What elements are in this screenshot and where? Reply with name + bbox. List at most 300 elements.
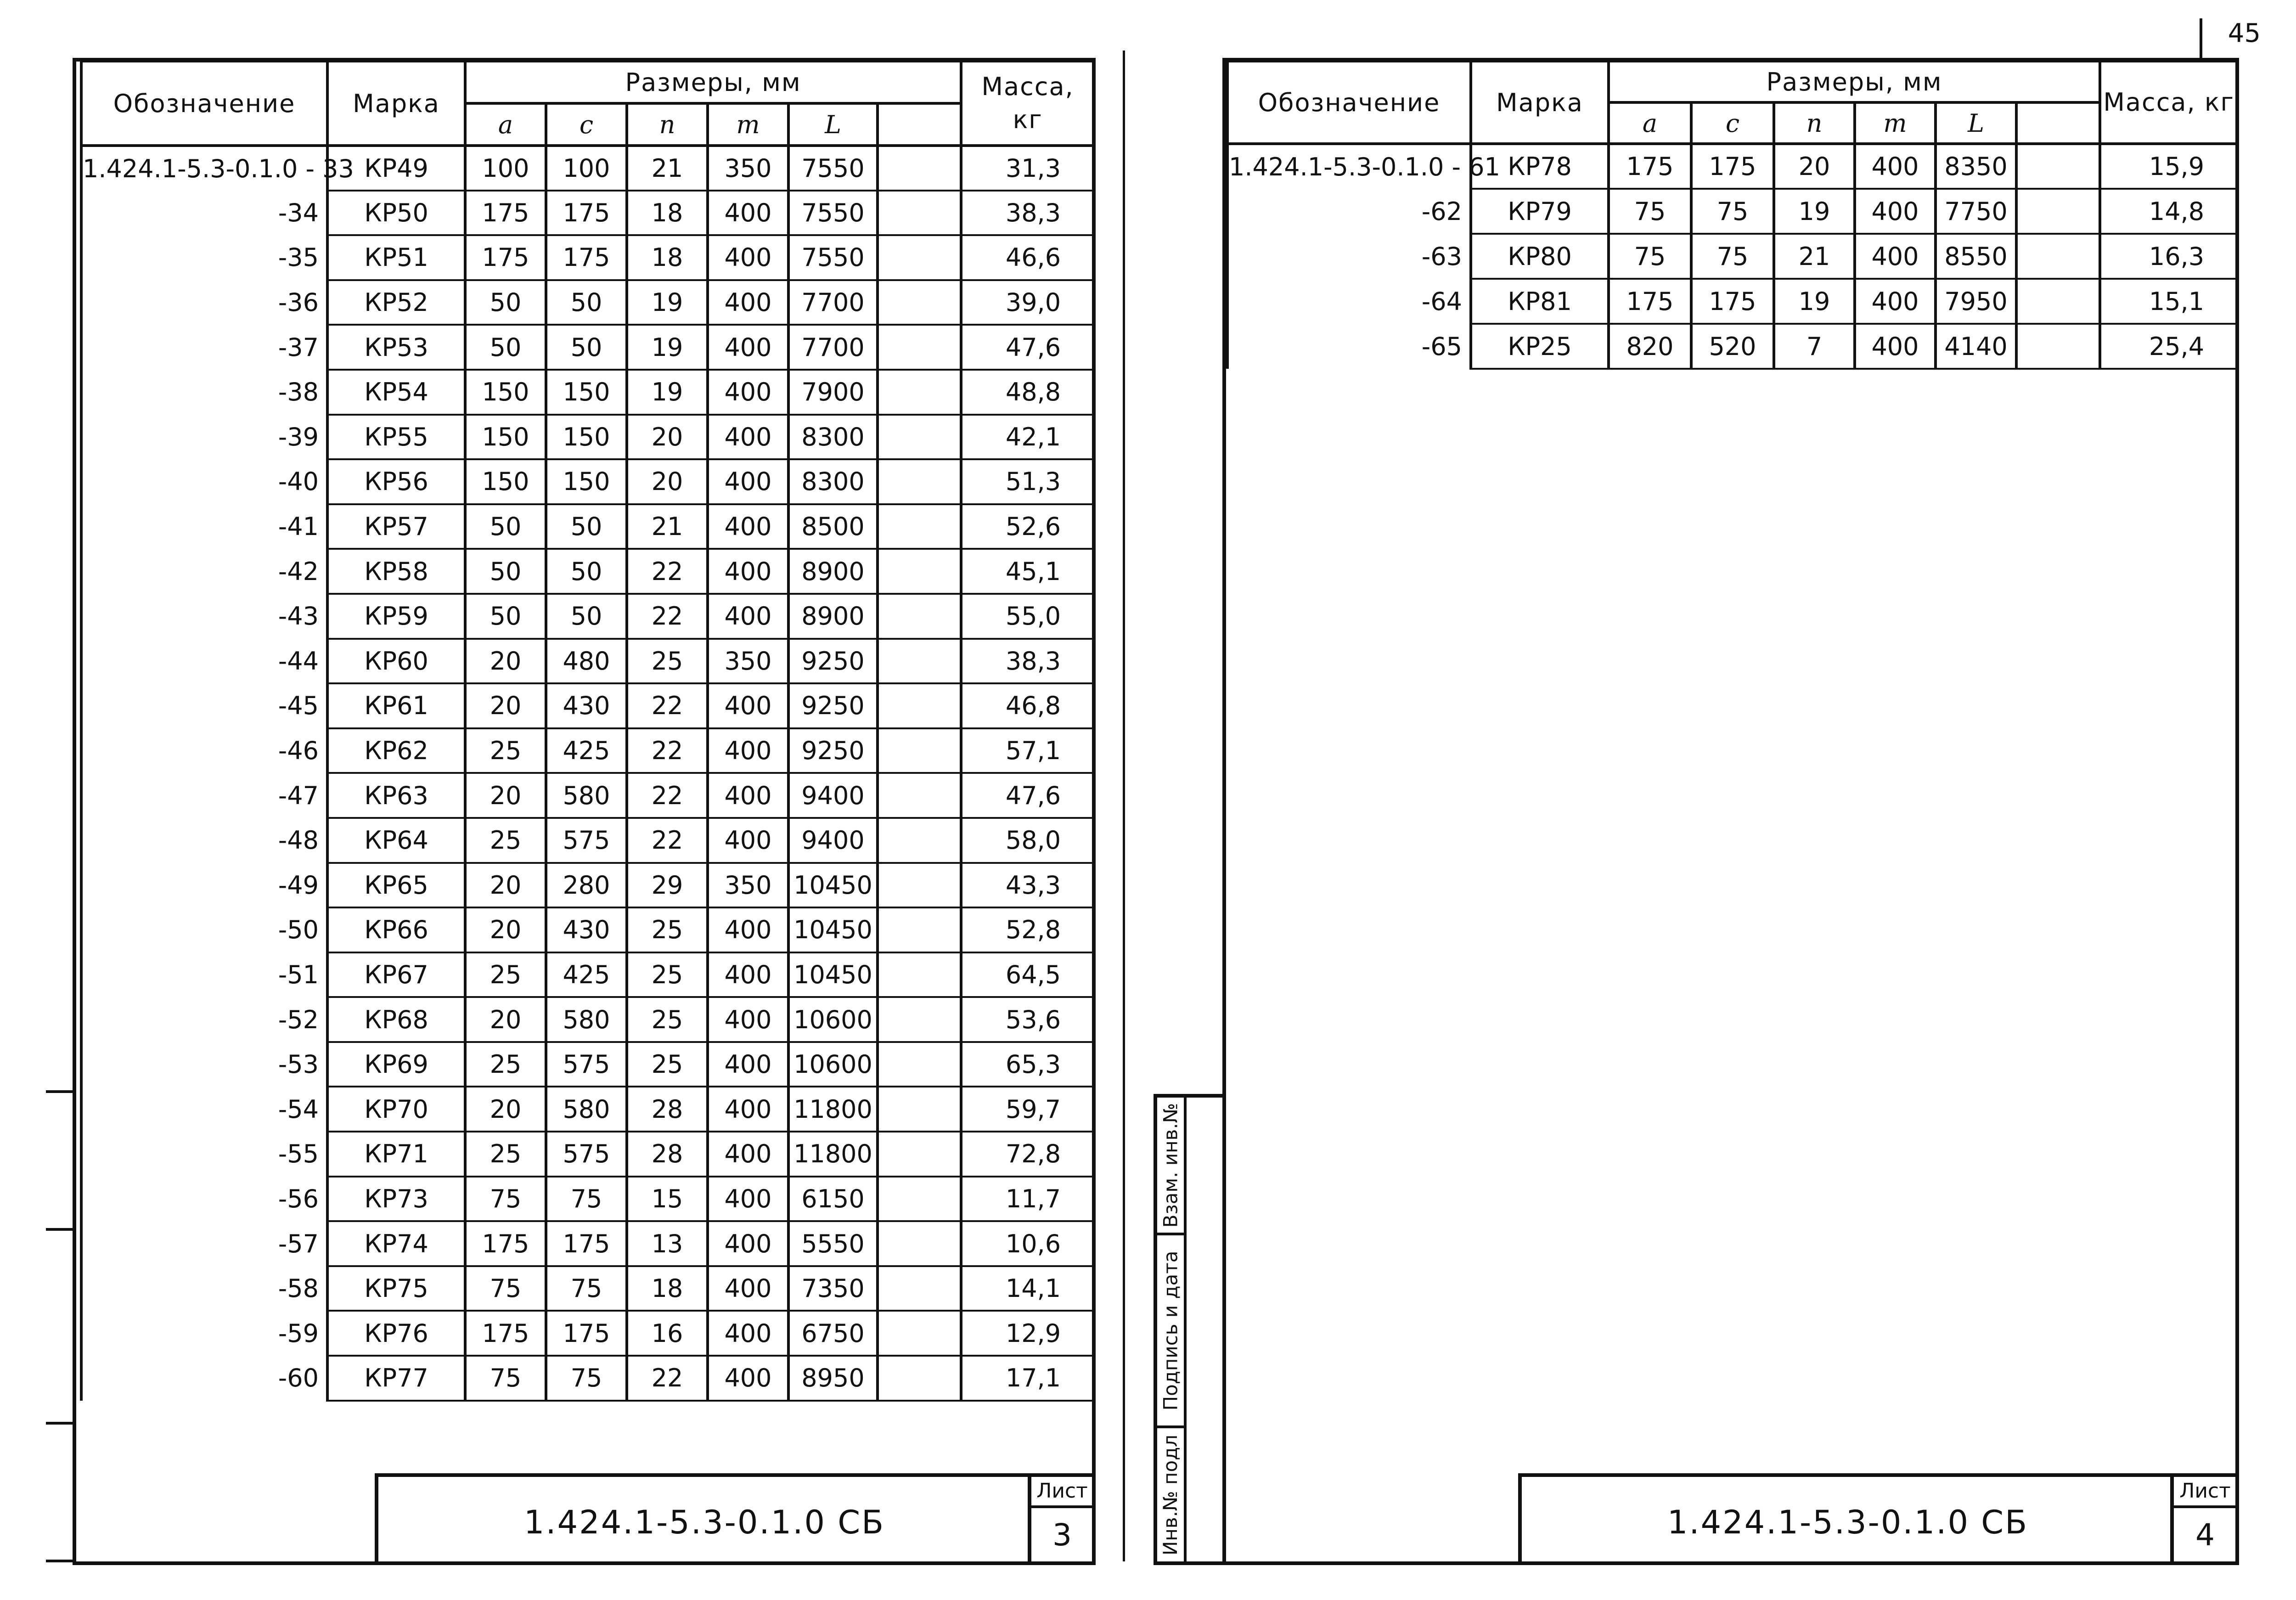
cell-a: 25 [465,1042,546,1087]
cell-des: -46 [81,728,327,773]
cell-empty [878,1266,961,1311]
cell-a: 175 [465,1221,546,1266]
cell-a: 175 [1609,279,1691,324]
cell-m: 400 [708,325,788,370]
cell-L: 6150 [788,1177,878,1222]
cell-empty [878,863,961,908]
cell-m: 400 [708,1311,788,1356]
cell-mass: 64,5 [961,952,1094,997]
cell-mass: 45,1 [961,549,1094,594]
header-dim-m: m [1855,102,1936,144]
cell-empty [878,280,961,325]
cell-L: 10450 [788,863,878,908]
cell-n: 20 [627,415,708,460]
cell-c: 75 [1691,234,1774,279]
cell-mass: 53,6 [961,997,1094,1042]
cell-L: 8350 [1936,144,2016,189]
cell-des: -63 [1227,234,1471,279]
table-row [81,818,1094,863]
cell-m: 400 [708,1087,788,1132]
cell-mark: КР76 [327,1311,465,1356]
cell-a: 50 [465,549,546,594]
cell-des: -60 [81,1356,327,1401]
cell-c: 50 [546,280,627,325]
cell-mark: КР67 [327,952,465,997]
cell-a: 150 [465,370,546,415]
header-mark: Марка [327,61,465,146]
cell-c: 150 [546,415,627,460]
cell-n: 21 [627,146,708,191]
cell-mass: 42,1 [961,415,1094,460]
table-row [81,235,1094,280]
cell-L: 9250 [788,683,878,728]
cell-m: 350 [708,863,788,908]
cell-mark: КР55 [327,415,465,460]
cell-n: 16 [627,1311,708,1356]
cell-L: 9250 [788,639,878,684]
cell-mass: 10,6 [961,1221,1094,1266]
cell-c: 575 [546,1132,627,1177]
table-row [81,1266,1094,1311]
cell-L: 8550 [1936,234,2016,279]
cell-m: 400 [708,683,788,728]
cell-m: 400 [708,191,788,236]
cell-c: 150 [546,459,627,504]
cell-c: 75 [546,1356,627,1401]
cell-mark: КР68 [327,997,465,1042]
cell-des: -39 [81,415,327,460]
cell-L: 7550 [788,235,878,280]
cell-empty [878,235,961,280]
cell-c: 280 [546,863,627,908]
cell-empty [878,818,961,863]
cell-n: 22 [627,549,708,594]
cell-n: 18 [627,191,708,236]
side-cell-original [1157,1428,1187,1561]
header-dim-c: c [546,103,627,146]
cell-L: 7700 [788,280,878,325]
cell-mass: 15,9 [2100,144,2238,189]
cell-des: -64 [1227,279,1471,324]
margin-tick [46,1422,73,1425]
cell-c: 175 [1691,279,1774,324]
cell-a: 50 [465,325,546,370]
table-row [81,1042,1094,1087]
cell-m: 350 [708,146,788,191]
cell-a: 175 [1609,144,1691,189]
cell-des: -41 [81,504,327,549]
cell-des: -38 [81,370,327,415]
table-row [81,325,1094,370]
table-row [1227,234,2238,279]
cell-empty [878,773,961,818]
cell-a: 20 [465,863,546,908]
cell-L: 6750 [788,1311,878,1356]
cell-c: 425 [546,728,627,773]
table-row [81,504,1094,549]
header-dim-L: L [788,103,878,146]
side-label-original-inv: Инв.№ подл [1159,1434,1182,1555]
cell-empty [878,1311,961,1356]
cell-empty [878,1221,961,1266]
cell-mass: 52,6 [961,504,1094,549]
cell-mass: 65,3 [961,1042,1094,1087]
margin-tick [46,1228,73,1231]
sheet-label: Лист [1031,1477,1093,1508]
cell-L: 10450 [788,907,878,952]
cell-a: 20 [465,683,546,728]
cell-empty [878,594,961,639]
cell-empty [878,504,961,549]
cell-c: 580 [546,1087,627,1132]
cell-empty [878,952,961,997]
cell-n: 18 [627,1266,708,1311]
cell-mass: 38,3 [961,191,1094,236]
cell-L: 9400 [788,818,878,863]
right-title-block [1518,1473,2239,1565]
cell-n: 29 [627,863,708,908]
cell-L: 4140 [1936,324,2016,369]
cell-n: 22 [627,1356,708,1401]
cell-a: 75 [465,1266,546,1311]
cell-n: 28 [627,1132,708,1177]
cell-mark: КР79 [1471,189,1609,234]
cell-a: 75 [465,1356,546,1401]
cell-m: 400 [708,459,788,504]
cell-mass: 25,4 [2100,324,2238,369]
cell-L: 5550 [788,1221,878,1266]
cell-empty [878,907,961,952]
cell-mass: 55,0 [961,594,1094,639]
table-row [81,1356,1094,1401]
header-mass: Масса, кг [961,61,1094,146]
cell-L: 7350 [788,1266,878,1311]
cell-L: 8500 [788,504,878,549]
cell-L: 10600 [788,997,878,1042]
cell-n: 19 [627,370,708,415]
cell-mark: КР77 [327,1356,465,1401]
center-fold-line [1123,51,1125,1561]
cell-des: -53 [81,1042,327,1087]
cell-des: -37 [81,325,327,370]
cell-c: 175 [546,191,627,236]
title-block-code: 1.424.1-5.3-0.1.0 СБ [1667,1504,2029,1541]
cell-mark: КР74 [327,1221,465,1266]
header-mark: Марка [1471,61,1609,144]
cell-n: 25 [627,907,708,952]
cell-c: 575 [546,1042,627,1087]
cell-mark: КР52 [327,280,465,325]
cell-empty [878,1132,961,1177]
cell-n: 21 [1774,234,1855,279]
cell-m: 400 [708,1177,788,1222]
cell-mass: 59,7 [961,1087,1094,1132]
table-row [1227,279,2238,324]
cell-L: 10450 [788,952,878,997]
header-designation: Обозначение [1227,61,1471,144]
cell-m: 400 [708,1042,788,1087]
cell-c: 580 [546,773,627,818]
cell-mark: КР63 [327,773,465,818]
cell-a: 75 [465,1177,546,1222]
cell-des: -44 [81,639,327,684]
cell-c: 75 [546,1177,627,1222]
right-spec-table [1226,60,2239,370]
cell-L: 7700 [788,325,878,370]
cell-a: 20 [465,907,546,952]
cell-m: 400 [708,997,788,1042]
cell-c: 520 [1691,324,1774,369]
cell-m: 400 [1855,144,1936,189]
title-block-code: 1.424.1-5.3-0.1.0 СБ [523,1504,885,1541]
cell-mark: КР61 [327,683,465,728]
cell-empty [2016,279,2100,324]
side-cell-inv [1157,1098,1187,1235]
cell-c: 50 [546,325,627,370]
cell-mark: КР58 [327,549,465,594]
cell-des: -49 [81,863,327,908]
table-row [81,594,1094,639]
cell-empty [878,1042,961,1087]
cell-L: 8900 [788,549,878,594]
header-designation: Обозначение [81,61,327,146]
cell-mass: 38,3 [961,639,1094,684]
cell-n: 25 [627,639,708,684]
cell-a: 25 [465,728,546,773]
cell-c: 50 [546,504,627,549]
side-label-signature-date: Подпись и дата [1159,1251,1182,1410]
cell-mark: КР75 [327,1266,465,1311]
sheet-number: 3 [1052,1517,1072,1553]
cell-L: 9250 [788,728,878,773]
cell-empty [2016,144,2100,189]
cell-empty [878,1356,961,1401]
cell-m: 400 [708,1221,788,1266]
cell-L: 7950 [1936,279,2016,324]
cell-mark: КР60 [327,639,465,684]
cell-empty [878,1177,961,1222]
cell-m: 400 [708,952,788,997]
table-row [81,907,1094,952]
cell-mass: 43,3 [961,863,1094,908]
cell-c: 580 [546,997,627,1042]
header-dim-n: n [1774,102,1855,144]
cell-mark: КР57 [327,504,465,549]
cell-a: 20 [465,997,546,1042]
cell-mark: КР59 [327,594,465,639]
header-dim-a: a [1609,102,1691,144]
cell-c: 150 [546,370,627,415]
cell-des: -45 [81,683,327,728]
cell-des: -34 [81,191,327,236]
cell-empty [2016,189,2100,234]
cell-des: -43 [81,594,327,639]
cell-m: 400 [1855,234,1936,279]
table-row [81,191,1094,236]
table-row [81,997,1094,1042]
margin-tick [46,1560,73,1562]
cell-c: 175 [546,1311,627,1356]
cell-mass: 14,8 [2100,189,2238,234]
cell-n: 18 [627,235,708,280]
cell-mass: 47,6 [961,773,1094,818]
cell-a: 25 [465,818,546,863]
cell-des: 1.424.1-5.3-0.1.0 - 61 [1227,144,1471,189]
cell-L: 11800 [788,1132,878,1177]
cell-m: 400 [708,594,788,639]
cell-des: -58 [81,1266,327,1311]
cell-n: 28 [627,1087,708,1132]
cell-c: 175 [1691,144,1774,189]
cell-mark: КР70 [327,1087,465,1132]
cell-L: 8900 [788,594,878,639]
table-row [81,639,1094,684]
table-row [81,1132,1094,1177]
cell-m: 400 [708,504,788,549]
cell-mark: КР50 [327,191,465,236]
cell-a: 20 [465,1087,546,1132]
cell-c: 425 [546,952,627,997]
cell-mark: КР81 [1471,279,1609,324]
table-row [81,146,1094,191]
cell-n: 25 [627,952,708,997]
cell-n: 19 [1774,189,1855,234]
header-dim-c: c [1691,102,1774,144]
cell-a: 25 [465,952,546,997]
cell-mass: 15,1 [2100,279,2238,324]
cell-a: 175 [465,235,546,280]
margin-tick [46,1090,73,1093]
cell-n: 20 [627,459,708,504]
table-row [1227,324,2238,369]
cell-mass: 11,7 [961,1177,1094,1222]
cell-L: 7550 [788,146,878,191]
header-dim-n: n [627,103,708,146]
cell-mark: КР51 [327,235,465,280]
cell-mass: 58,0 [961,818,1094,863]
cell-m: 400 [708,549,788,594]
cell-c: 100 [546,146,627,191]
cell-n: 25 [627,997,708,1042]
cell-n: 22 [627,773,708,818]
cell-mass: 72,8 [961,1132,1094,1177]
table-row [81,370,1094,415]
cell-a: 25 [465,1132,546,1177]
cell-L: 10600 [788,1042,878,1087]
cell-a: 75 [1609,189,1691,234]
cell-mark: КР53 [327,325,465,370]
header-dim-a: a [465,103,546,146]
cell-c: 175 [546,235,627,280]
cell-a: 150 [465,415,546,460]
cell-c: 480 [546,639,627,684]
cell-m: 400 [708,728,788,773]
cell-empty [878,639,961,684]
cell-m: 400 [708,1132,788,1177]
cell-L: 8300 [788,415,878,460]
table-row [81,683,1094,728]
cell-des: -40 [81,459,327,504]
cell-m: 400 [708,1356,788,1401]
cell-c: 50 [546,594,627,639]
cell-a: 50 [465,280,546,325]
cell-empty [878,370,961,415]
cell-n: 25 [627,1042,708,1087]
cell-c: 575 [546,818,627,863]
table-row [1227,189,2238,234]
cell-c: 75 [546,1266,627,1311]
cell-mass: 51,3 [961,459,1094,504]
cell-mark: КР64 [327,818,465,863]
cell-n: 15 [627,1177,708,1222]
cell-a: 175 [465,191,546,236]
cell-mark: КР54 [327,370,465,415]
side-cell-signature [1157,1235,1187,1428]
header-dim-L: L [1936,102,2016,144]
cell-empty [2016,234,2100,279]
table-row [81,459,1094,504]
cell-c: 430 [546,683,627,728]
cell-a: 175 [465,1311,546,1356]
cell-empty [878,146,961,191]
cell-a: 100 [465,146,546,191]
cell-empty [878,191,961,236]
cell-m: 400 [708,280,788,325]
cell-mass: 16,3 [2100,234,2238,279]
cell-mass: 14,1 [961,1266,1094,1311]
cell-des: -42 [81,549,327,594]
cell-empty [878,415,961,460]
left-title-block [375,1473,1096,1565]
table-row [81,1221,1094,1266]
cell-des: -62 [1227,189,1471,234]
cell-a: 20 [465,773,546,818]
cell-a: 75 [1609,234,1691,279]
cell-L: 11800 [788,1087,878,1132]
cell-des: -35 [81,235,327,280]
cell-a: 820 [1609,324,1691,369]
left-spec-table [80,60,1096,1402]
cell-des: -57 [81,1221,327,1266]
cell-m: 350 [708,639,788,684]
cell-empty [878,728,961,773]
cell-c: 430 [546,907,627,952]
table-row [81,863,1094,908]
cell-des: -50 [81,907,327,952]
cell-n: 19 [627,280,708,325]
cell-mark: КР62 [327,728,465,773]
cell-m: 400 [708,1266,788,1311]
cell-c: 175 [546,1221,627,1266]
cell-mark: КР80 [1471,234,1609,279]
table-row [1227,144,2238,189]
cell-a: 20 [465,639,546,684]
cell-des: -48 [81,818,327,863]
cell-n: 19 [1774,279,1855,324]
cell-des: -59 [81,1311,327,1356]
sheet-label: Лист [2174,1477,2236,1508]
page-number: 45 [2228,18,2261,48]
cell-empty [878,997,961,1042]
title-block-sheet [1028,1477,1093,1561]
cell-mark: КР49 [327,146,465,191]
cell-L: 9400 [788,773,878,818]
sheet-number: 4 [2195,1517,2215,1553]
cell-mark: КР66 [327,907,465,952]
cell-des: -47 [81,773,327,818]
cell-a: 50 [465,504,546,549]
cell-n: 20 [1774,144,1855,189]
